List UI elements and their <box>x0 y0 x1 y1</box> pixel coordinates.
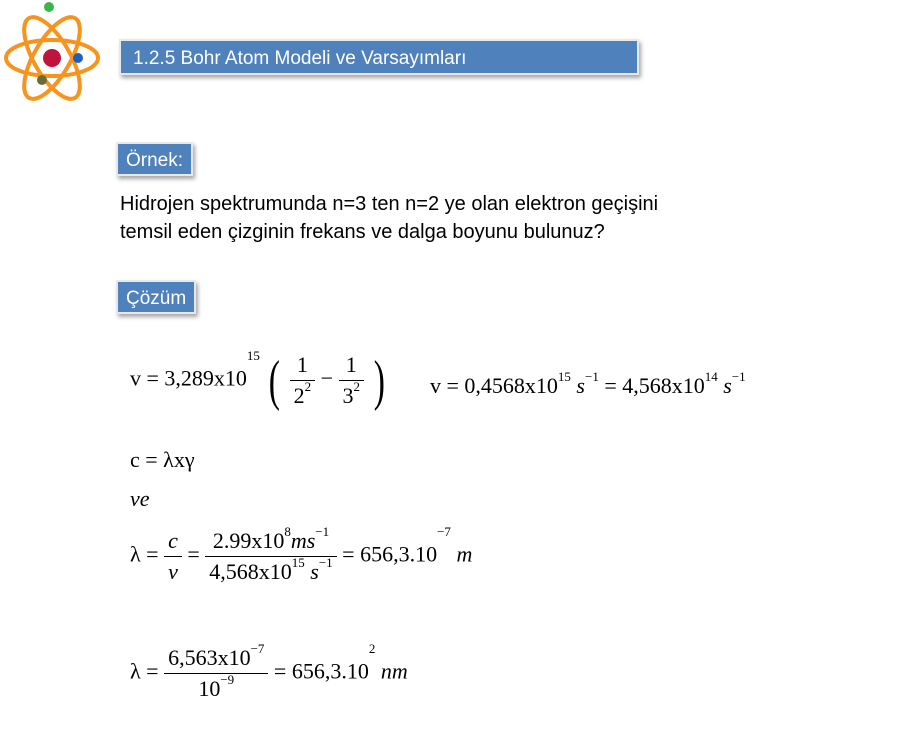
eq6-den: $10^{-9}$ <box>198 672 235 701</box>
eq2-a-unit-exp: −1 <box>584 369 599 384</box>
eq6-num: $6,563x10^{-7}$ <box>168 641 265 670</box>
eq5-f2-num: $2.99x10^8ms^{-1}$ <box>212 524 330 553</box>
solution-label: Çözüm <box>116 280 196 314</box>
right-paren: ) <box>373 349 385 412</box>
eq5-lhs: λ = <box>130 541 159 567</box>
equation-frequency <box>130 348 388 412</box>
left-paren: ( <box>269 349 281 412</box>
eq5-fraction-2 <box>205 524 336 585</box>
equation-frequency-result <box>430 369 746 399</box>
eq6-fraction <box>164 641 268 702</box>
eq1-f2-den: $3^2$ <box>342 379 360 408</box>
eq1-f1-den: $2^2$ <box>293 379 312 408</box>
eq2-b-exp: 14 <box>704 369 718 384</box>
eq1-exp: 15 <box>246 348 260 363</box>
eq1-lhs: v = 3,289x10 <box>130 365 247 391</box>
eq5-rhs-exp: −7 <box>437 524 451 539</box>
eq2-a-unit: s <box>570 373 585 398</box>
eq5-equals: = <box>187 541 200 567</box>
conjunction-ve: ve <box>130 486 150 511</box>
problem-line-1: Hidrojen spektrumunda n=3 ten n=2 ye olan elektron geçişini <box>120 193 659 215</box>
problem-line-2: temsil eden çizginin frekans ve dalga boyunu bulunuz? <box>120 221 605 243</box>
equation-speed-of-light: c = λxγ <box>130 447 195 472</box>
eq2-part-a: v = 0,4568x10 <box>430 373 558 398</box>
eq2-part-b: = 4,568x10 <box>598 373 705 398</box>
eq6-rhs-exp: 2 <box>368 641 376 656</box>
eq1-f1-num: 1 <box>296 352 308 377</box>
problem-text <box>120 190 800 246</box>
eq5-rhs-unit: m <box>450 541 473 567</box>
eq5-fraction-1 <box>164 528 182 585</box>
example-label: Örnek: <box>116 142 193 176</box>
eq2-a-exp: 15 <box>557 369 571 384</box>
eq5-f1-num: c <box>168 528 178 553</box>
eq1-fraction-2 <box>339 352 365 409</box>
equation-wavelength <box>130 524 473 585</box>
eq1-fraction-1 <box>290 352 316 409</box>
eq5-f1-den: v <box>168 559 178 584</box>
eq1-minus: − <box>320 365 333 391</box>
eq6-rhs-unit: nm <box>375 658 408 684</box>
eq5-f2-den: $4,568x10^{15}$ $s^{-1}$ <box>209 555 333 584</box>
eq6-rhs: = 656,3.10 <box>273 658 369 684</box>
eq1-f2-num: 1 <box>345 352 357 377</box>
eq2-b-unit-exp: −1 <box>731 369 746 384</box>
equation-wavelength-nm <box>130 641 408 702</box>
page-title: 1.2.5 Bohr Atom Modeli ve Varsayımları <box>119 39 639 75</box>
eq6-lhs: λ = <box>130 658 159 684</box>
atom-logo-icon <box>0 0 105 125</box>
eq5-rhs: = 656,3.10 <box>342 541 438 567</box>
eq2-b-unit: s <box>717 373 732 398</box>
